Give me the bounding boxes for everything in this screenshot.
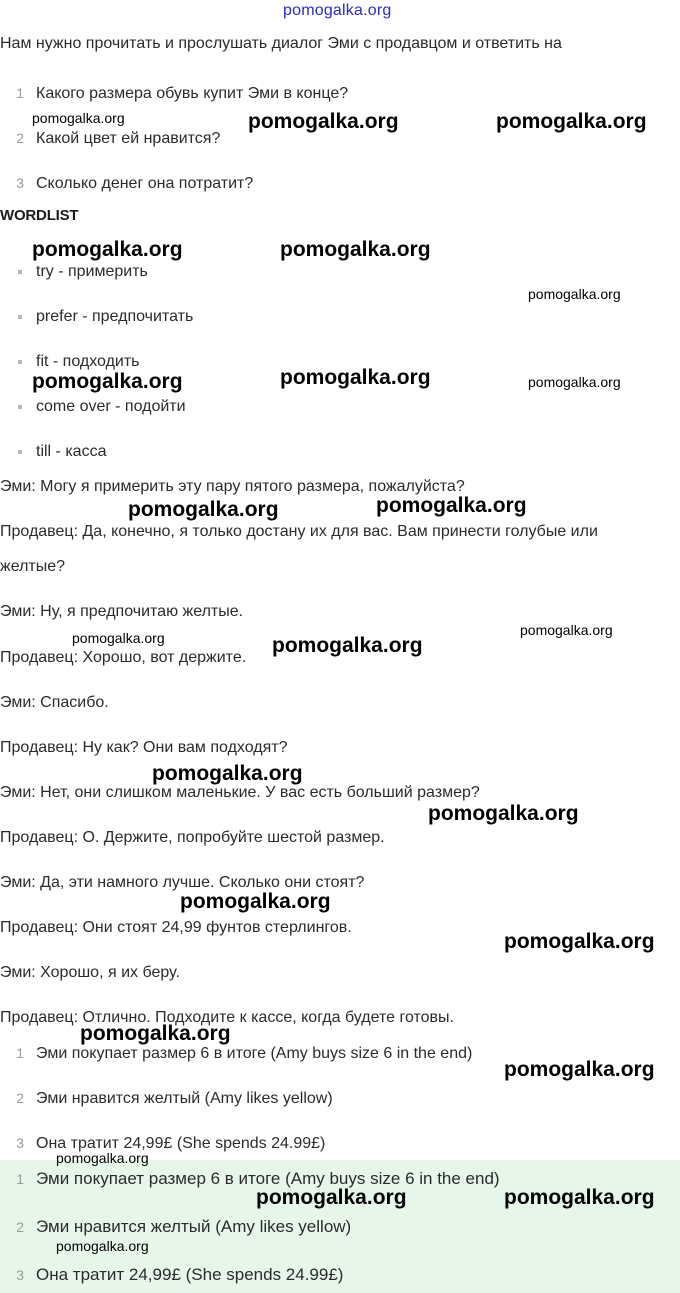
- dialogue-line: Эми: Могу я примерить эту пару пятого размера, пожалуйста?: [0, 478, 465, 495]
- answer-number: 2: [16, 1090, 24, 1106]
- watermark: pomogalka.org: [152, 762, 303, 785]
- question-item: [0, 128, 220, 149]
- question-number: 2: [16, 130, 24, 146]
- watermark: pomogalka.org: [128, 498, 279, 521]
- watermark: pomogalka.org: [528, 286, 621, 302]
- dialogue-line: Эми: Да, эти намного лучше. Сколько они стоят?: [0, 874, 365, 891]
- answer-text: Она тратит 24,99£ (She spends 24.99£): [36, 1135, 326, 1152]
- dialogue-line: Продавец: Отлично. Подходите к кассе, когда будете готовы.: [0, 1009, 454, 1026]
- dialogue-line: Эми: Ну, я предпочитаю желтые.: [0, 603, 244, 620]
- answer-item-highlighted: [0, 1217, 351, 1237]
- watermark: pomogalka.org: [72, 630, 165, 646]
- dialogue-line: Эми: Спасибо.: [0, 694, 109, 711]
- question-text: Какого размера обувь купит Эми в конце?: [36, 85, 349, 102]
- question-item: [0, 173, 253, 194]
- site-link[interactable]: pomogalka.org: [283, 2, 392, 19]
- answer-number: 2: [16, 1219, 24, 1235]
- answer-highlight-box: [0, 1160, 680, 1293]
- watermark: pomogalka.org: [376, 494, 527, 517]
- question-text: Какой цвет ей нравится?: [36, 130, 221, 147]
- watermark: pomogalka.org: [504, 1186, 655, 1209]
- watermark: pomogalka.org: [504, 1058, 655, 1081]
- watermark: pomogalka.org: [496, 110, 647, 133]
- dialogue-line: Продавец: Хорошо, вот держите.: [0, 649, 247, 666]
- answer-item-highlighted: [0, 1169, 500, 1189]
- dialogue-line: Продавец: Ну как? Они вам подходят?: [0, 739, 288, 756]
- watermark: pomogalka.org: [80, 1022, 231, 1045]
- watermark: pomogalka.org: [272, 634, 423, 657]
- dialogue-line: желтые?: [0, 558, 66, 575]
- answer-number: 1: [16, 1045, 24, 1061]
- question-text: Сколько денег она потратит?: [36, 175, 254, 192]
- watermark: pomogalka.org: [528, 374, 621, 390]
- watermark: pomogalka.org: [504, 930, 655, 953]
- watermark: pomogalka.org: [32, 370, 183, 393]
- answer-number: 3: [16, 1135, 24, 1151]
- watermark: pomogalka.org: [56, 1150, 149, 1166]
- watermark: pomogalka.org: [180, 890, 331, 913]
- dialogue-line: Продавец: О. Держите, попробуйте шестой размер.: [0, 829, 385, 846]
- answer-number: 3: [16, 1267, 24, 1283]
- watermark: pomogalka.org: [32, 238, 183, 261]
- watermark: pomogalka.org: [428, 802, 579, 825]
- answer-number: 1: [16, 1171, 24, 1187]
- dialogue-line: Продавец: Да, конечно, я только достану их для вас. Вам принести голубые или: [0, 523, 598, 540]
- answer-item: [0, 1088, 333, 1109]
- wordlist-item: fit - подходить: [36, 353, 140, 370]
- answer-text: Эми покупает размер 6 в итоге (Amy buys size 6 in the end): [36, 1045, 473, 1062]
- question-number: 1: [16, 85, 24, 101]
- question-number: 3: [16, 175, 24, 191]
- answer-text: Эми нравится желтый (Amy likes yellow): [36, 1217, 352, 1236]
- question-item: [0, 83, 348, 104]
- answer-text: Эми покупает размер 6 в итоге (Amy buys size 6 in the end): [36, 1169, 500, 1188]
- bullet-icon: [18, 405, 22, 409]
- wordlist-item: try - примерить: [36, 263, 148, 280]
- watermark: pomogalka.org: [248, 110, 399, 133]
- answer-item: [0, 1133, 325, 1154]
- bullet-icon: [18, 270, 22, 274]
- wordlist-item: come over - подойти: [36, 398, 186, 415]
- watermark: pomogalka.org: [56, 1238, 149, 1254]
- watermark: pomogalka.org: [280, 238, 431, 261]
- bullet-icon: [18, 450, 22, 454]
- answer-text: Она тратит 24,99£ (She spends 24.99£): [36, 1265, 344, 1284]
- wordlist-heading: WORDLIST: [0, 207, 79, 224]
- bullet-icon: [18, 360, 22, 364]
- watermark: pomogalka.org: [32, 110, 125, 126]
- dialogue-line: Эми: Нет, они слишком маленькие. У вас есть больший размер?: [0, 784, 480, 801]
- answer-text: Эми нравится желтый (Amy likes yellow): [36, 1090, 333, 1107]
- bullet-icon: [18, 315, 22, 319]
- answer-item-highlighted: [0, 1265, 343, 1285]
- intro-text: Нам нужно прочитать и прослушать диалог Эми с продавцом и ответить на: [0, 35, 562, 52]
- watermark: pomogalka.org: [520, 622, 613, 638]
- dialogue-line: Эми: Хорошо, я их беру.: [0, 964, 180, 981]
- watermark: pomogalka.org: [256, 1186, 407, 1209]
- wordlist-item: till - касса: [36, 443, 107, 460]
- watermark: pomogalka.org: [280, 366, 431, 389]
- wordlist-item: prefer - предпочитать: [36, 308, 194, 325]
- answer-item: [0, 1043, 472, 1064]
- dialogue-line: Продавец: Они стоят 24,99 фунтов стерлингов.: [0, 919, 352, 936]
